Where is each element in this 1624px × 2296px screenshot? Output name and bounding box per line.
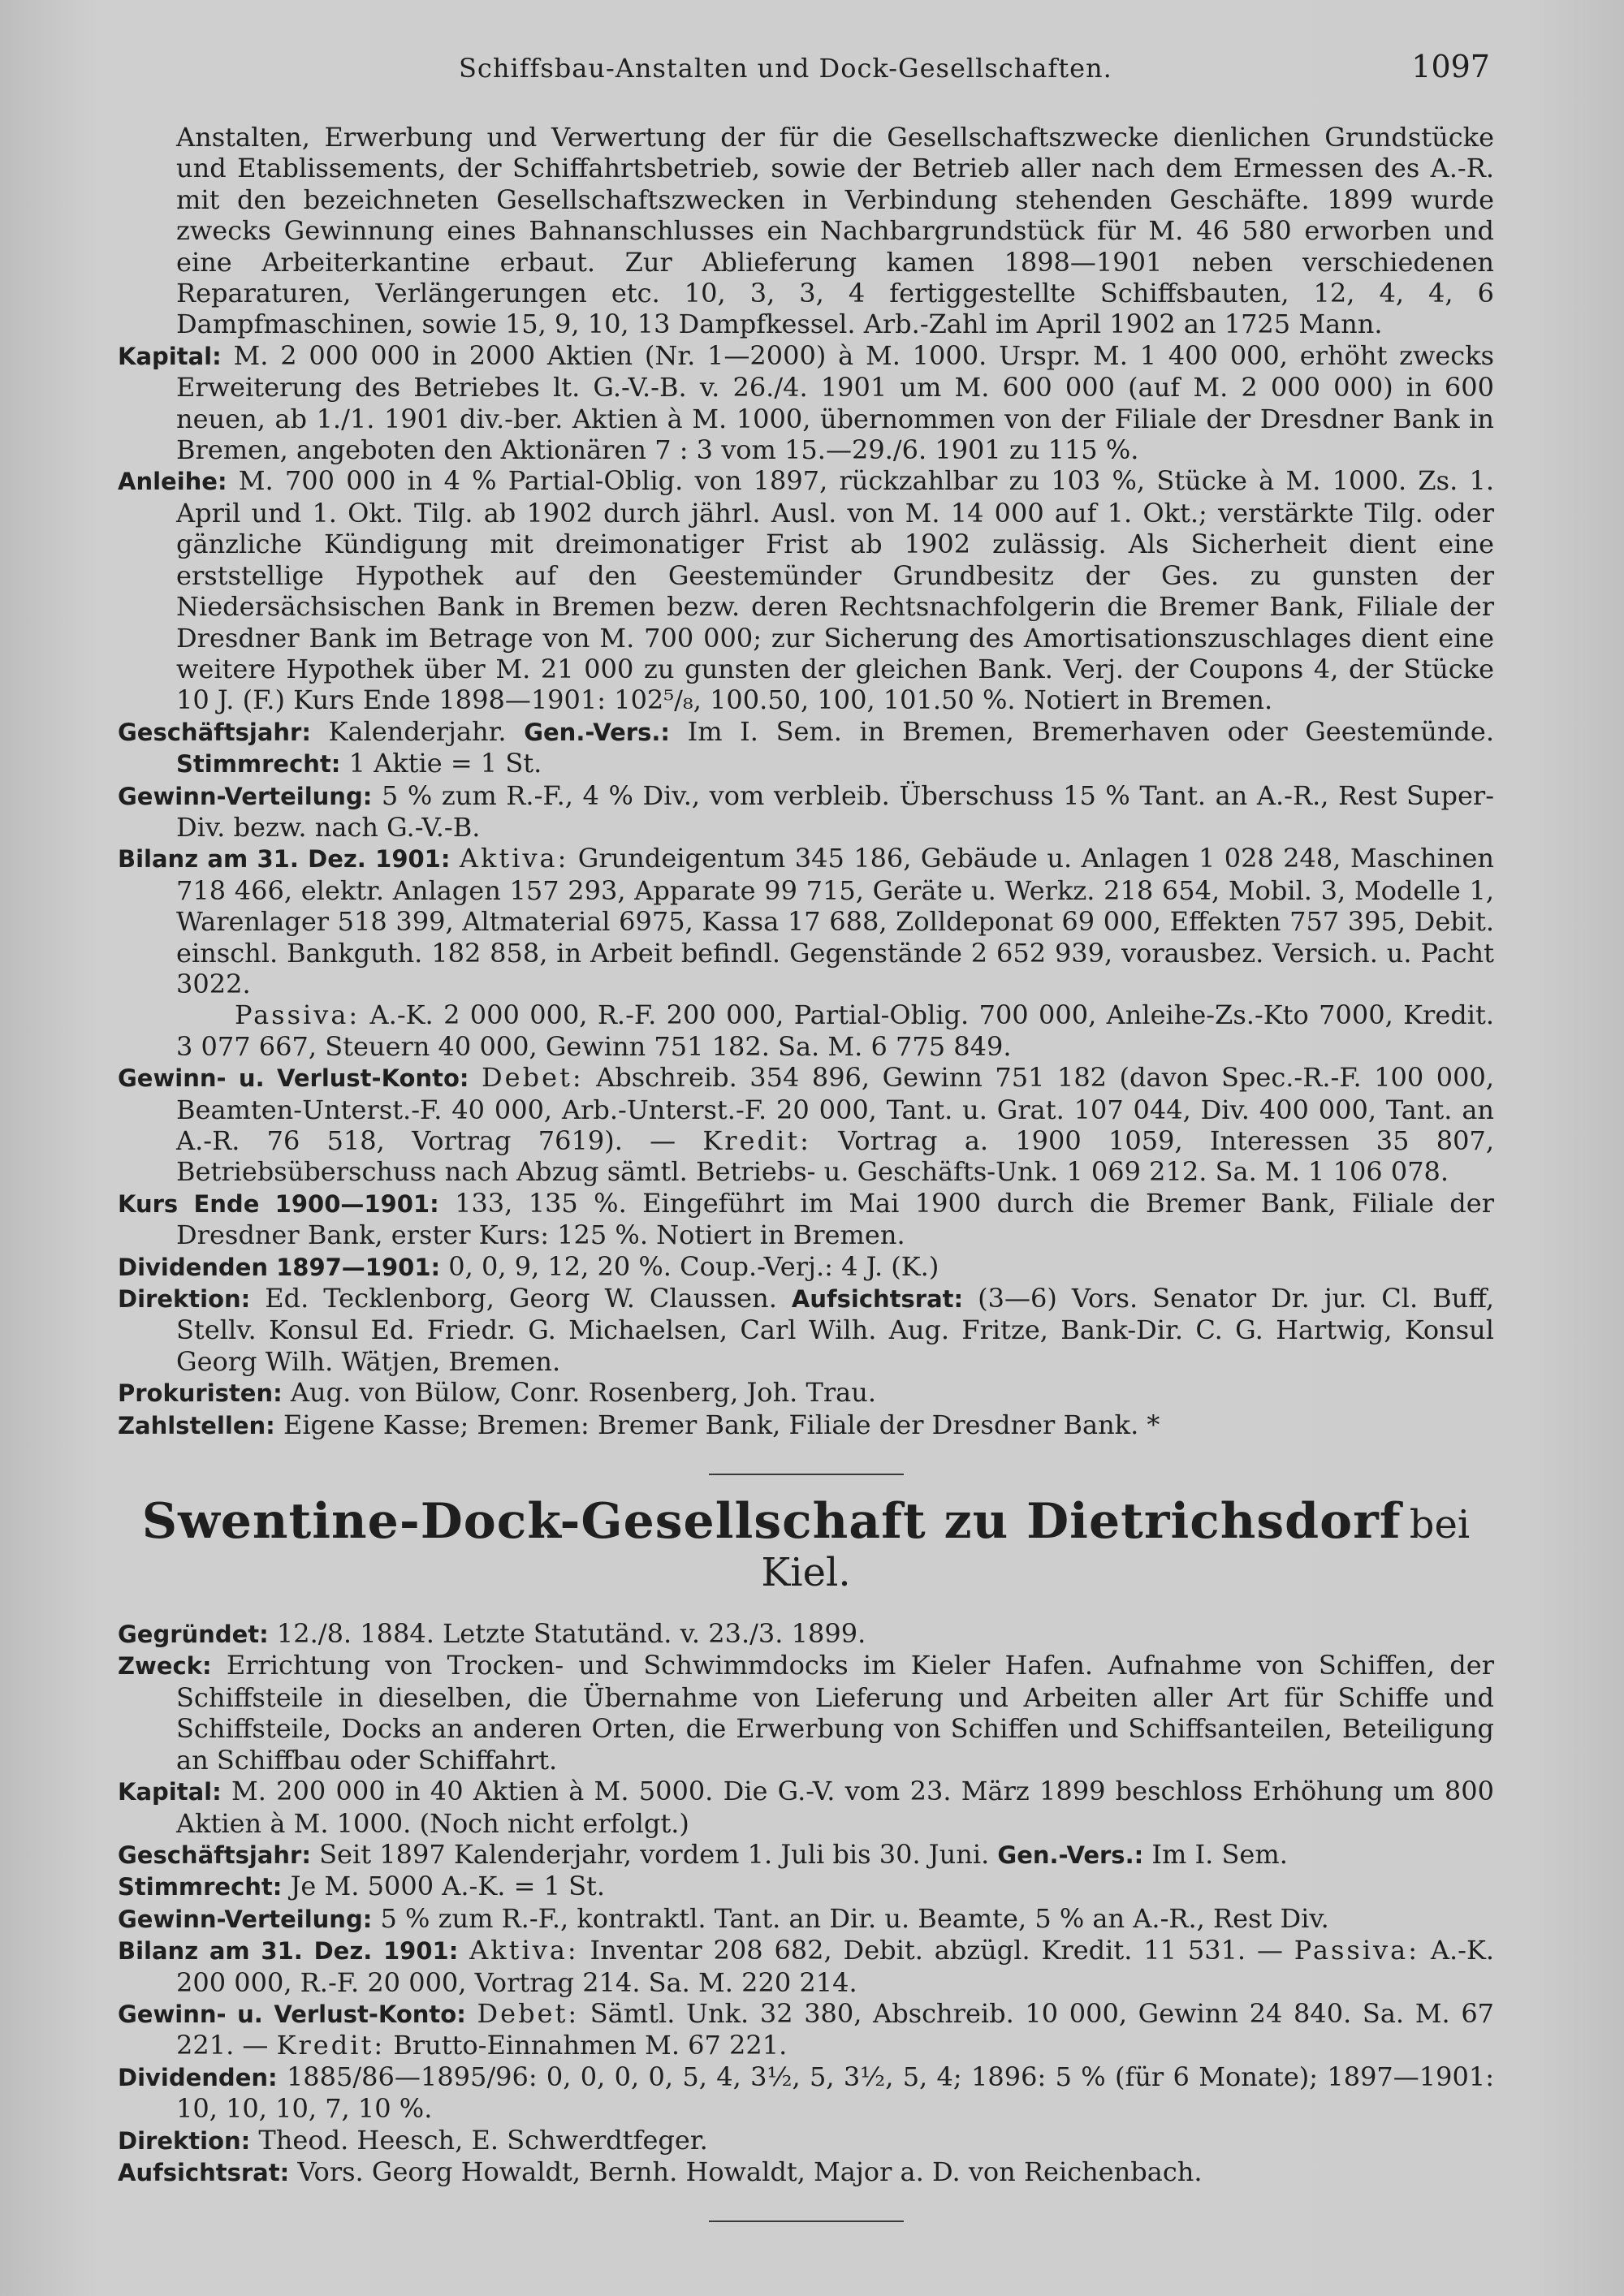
entry2-kapital xyxy=(118,1776,1494,1839)
kapital-label: Kapital: xyxy=(118,342,222,370)
dividenden-text: 0, 0, 9, 12, 20 %. Coup.-Verj.: 4 J. (K.) xyxy=(448,1250,939,1282)
gegruendet-label: Gegründet: xyxy=(118,1621,269,1649)
zahlstellen-text: Eigene Kasse; Bremen: Bremer Bank, Filiale der Dresdner Bank. * xyxy=(283,1409,1160,1440)
entry2-stimmrecht xyxy=(118,1871,1494,1902)
anleihe-label: Anleihe: xyxy=(118,468,227,496)
aktiva-label: Aktiva: xyxy=(469,1935,579,1966)
genvers-text: Im I. Sem. in Bremen, Bremerhaven oder Geestemünde. xyxy=(687,715,1495,747)
genvers-text: Im I. Sem. xyxy=(1151,1838,1288,1870)
direktion-text: Theod. Heesch, E. Schwerdtfeger. xyxy=(258,2124,708,2156)
gewinnverteilung-label: Gewinn-Verteilung: xyxy=(118,1905,373,1933)
entry1-intro: Anstalten, Erwerbung und Verwertung der für die Gesellschaftszwecke dienlichen Grundstücke und Etablissements, der Schiffahrtsbetrieb, sowie der Betrieb aller nach dem Ermessen des A.-R. mit den bezeichneten Gesellschaftszwecken in Verbindung stehenden Geschäfte. 1899 wurde zwecks Gewinnung eines Bahnanschlusses ein Nachbargrundstück für M. 46 580 erworben und eine Arbeiterkantine erbaut. Zur Ablieferung kamen 1898—1901 neben verschiedenen Reparaturen, Verlängerungen etc. 10, 3, 3, 4 fertiggestellte Schiffsbauten, 12, 4, 4, 6 Dampfmaschinen, sowie 15, 9, 10, 13 Dampfkessel. Arb.-Zahl im April 1902 an 1725 Mann. xyxy=(176,122,1494,340)
genvers-label: Gen.-Vers.: xyxy=(524,718,670,746)
kapital-label: Kapital: xyxy=(118,1778,222,1806)
aktiva-text: Grundeigentum 345 186, Gebäude u. Anlagen 1 028 248, Maschinen 718 466, elektr. Anlagen 157 293, Apparate 99 715, Geräte u. Werkz. 218 654, Mobil. 3, Modelle 1, Warenlager 518 399, Altmaterial 6975, Kassa 17 688, Zolldeponat 69 000, Effekten 757 395, Debit. einschl. Bankguth. 182 858, in Arbeit befindl. Gegenstände 2 652 939, vorausbez. Versich. u. Pacht 3022. xyxy=(176,843,1494,999)
geschaeftsjahr-text: Kalenderjahr. xyxy=(328,715,507,747)
guv-label: Gewinn- u. Verlust-Konto: xyxy=(118,1064,469,1093)
aufsichtsrat-text: (3—6) Vors. Senator Dr. jur. Cl. Buff, Stellv. Konsul Ed. Friedr. G. Michaelsen, Carl Wilh. Aug. Fritze, Bank-Dir. C. G. Hartwig, Konsul Georg Wilh. Wätjen, Bremen. xyxy=(176,1283,1495,1377)
geschaeftsjahr-label: Geschäftsjahr: xyxy=(118,1841,311,1869)
entry1-kurs xyxy=(118,1188,1494,1251)
kurs-label: Kurs Ende 1900—1901: xyxy=(118,1189,439,1218)
stimmrecht-label: Stimmrecht: xyxy=(176,750,341,779)
kredit-label: Kredit: xyxy=(276,2030,386,2061)
page-header xyxy=(179,49,1490,89)
entry1-dividenden xyxy=(118,1251,1494,1283)
debet-text: Abschreib. 354 896, Gewinn 751 182 (davon Spec.-R.-F. 100 000, Beamten-Unterst.-F. 40 000, Arb.-Unterst.-F. 20 000, Tant. u. Grat. 107 044, Div. 400 000, Tant. an A.-R. 76 518, Vortrag 7619). — xyxy=(176,1062,1495,1156)
debet-text: Sämtl. Unk. 32 380, Abschreib. 10 000, Gewinn 24 840. Sa. M. 67 221. — xyxy=(176,1997,1495,2061)
entry2-direktion xyxy=(118,2125,1494,2156)
entry1-bilanz xyxy=(118,843,1494,999)
anleihe-text: M. 700 000 in 4 % Partial-Oblig. von 1897, rückzahlbar zu 103 %, Stücke à M. 1000. Zs. 1. April und 1. Okt. Tilg. ab 1902 durch jährl. Ausl. von M. 14 000 auf 1. Okt.; verstärkte Tilg. oder gänzliche Kündigung mit dreimonatiger Frist ab 1902 zulässig. Als Sicherheit dient eine erststellige Hypothek auf den Geestemünder Grundbesitz der Ges. zu gunsten der Niedersächsischen Bank in Bremen bezw. deren Rechtsnachfolgerin die Bremer Bank, Filiale der Dresdner Bank im Betrage von M. 700 000; zur Sicherung des Amortisationszuschlages dient eine weitere Hypothek über M. 21 000 zu gunsten der gleichen Bank. Verj. der Coupons 4, der Stücke 10 J. (F.) Kurs Ende 1898—1901: 102⁵/₈, 100.50, 100, 101.50 %. Notiert in Bremen. xyxy=(176,465,1495,716)
prokuristen-label: Prokuristen: xyxy=(118,1379,283,1408)
gewinnverteilung-text: 5 % zum R.-F., kontraktl. Tant. an Dir. u. Beamte, 5 % an A.-R., Rest Div. xyxy=(380,1902,1329,1934)
entry1-gewinnverteilung xyxy=(118,780,1494,844)
passiva-label: Passiva: xyxy=(235,999,361,1031)
guv-label: Gewinn- u. Verlust-Konto: xyxy=(118,2000,466,2028)
entry2-aufsichtsrat xyxy=(118,2156,1494,2188)
debet-label: Debet: xyxy=(481,1062,584,1094)
gewinnverteilung-label: Gewinn-Verteilung: xyxy=(118,782,373,810)
geschaeftsjahr-text: Seit 1897 Kalenderjahr, vordem 1. Juli bis 30. Juni. xyxy=(319,1838,990,1870)
company-heading xyxy=(118,1493,1494,1595)
entry2-bilanz xyxy=(118,1935,1494,1998)
kredit-text: Brutto-Einnahmen M. 67 221. xyxy=(393,2030,788,2061)
entry2-zweck xyxy=(118,1650,1494,1776)
stimmrecht-text: 1 Aktie = 1 St. xyxy=(348,748,542,779)
entry2-gegruendet xyxy=(118,1618,1494,1650)
zweck-text: Errichtung von Trocken- und Schwimmdocks im Kieler Hafen. Aufnahme von Schiffen, der Schiffsteile in dieselben, die Übernahme von Lieferung und Arbeiten aller Art für Schiffe und Schiffsteile, Docks an anderen Orten, die Erwerbung von Schiffen und Schiffsanteilen, Beteiligung an Schiffbau oder Schiffahrt. xyxy=(176,1650,1495,1776)
kapital-text: M. 2 000 000 in 2000 Aktien (Nr. 1—2000) à M. 1000. Urspr. M. 1 400 000, erhöht zwecks Erweiterung des Betriebes lt. G.-V.-B. v. 26./4. 1901 um M. 600 000 (auf M. 2 000 000) in 600 neuen, ab 1./1. 1901 div.-ber. Aktien à M. 1000, übernommen von der Filiale der Dresdner Bank in Bremen, angeboten den Aktionären 7 : 3 vom 15.—29./6. 1901 zu 115 %. xyxy=(176,339,1495,466)
entry1-prokuristen xyxy=(118,1377,1494,1409)
genvers-label: Gen.-Vers.: xyxy=(997,1841,1144,1869)
entry1-direktion xyxy=(118,1283,1494,1377)
prokuristen-text: Aug. von Bülow, Conr. Rosenberg, Joh. Trau. xyxy=(290,1377,877,1409)
gegruendet-text: 12./8. 1884. Letzte Statutänd. v. 23./3. 1899. xyxy=(276,1618,866,1650)
debet-label: Debet: xyxy=(477,1997,580,2029)
company-name: Swentine-Dock-Gesellschaft zu Dietrichsdorf xyxy=(141,1493,1402,1551)
bilanz-label: Bilanz am 31. Dez. 1901: xyxy=(118,845,451,874)
passiva-text: A.-K. 200 000, R.-F. 20 000, Vortrag 214. Sa. M. 220 214. xyxy=(176,1935,1495,1998)
entry1-passiva xyxy=(118,999,1494,1062)
entry2-gewinnverteilung xyxy=(118,1903,1494,1935)
zweck-label: Zweck: xyxy=(118,1652,212,1681)
zahlstellen-label: Zahlstellen: xyxy=(118,1411,275,1439)
bilanz-label: Bilanz am 31. Dez. 1901: xyxy=(118,1937,459,1966)
geschaeftsjahr-label: Geschäftsjahr: xyxy=(118,718,311,746)
aktiva-label: Aktiva: xyxy=(459,843,569,874)
aufsichtsrat-label: Aufsichtsrat: xyxy=(791,1285,964,1314)
dividenden-label: Dividenden: xyxy=(118,2063,278,2091)
direktion-label: Direktion: xyxy=(118,1285,251,1314)
entry2-guv xyxy=(118,1998,1494,2061)
direktion-label: Direktion: xyxy=(118,2126,251,2155)
entry1-kapital xyxy=(118,340,1494,466)
entry2-geschaeftsjahr xyxy=(118,1839,1494,1871)
aktiva-text: Inventar 208 682, Debit. abzügl. Kredit. 11 531. — xyxy=(590,1935,1283,1966)
page-number: 1097 xyxy=(1411,49,1490,84)
section-divider-bottom xyxy=(709,2220,904,2222)
kredit-text: Vortrag a. 1900 1059, Interessen 35 807, Betriebsüberschuss nach Abzug sämtl. Betriebs- u. Geschäfts-Unk. 1 069 212. Sa. M. 1 106 078. xyxy=(176,1125,1495,1188)
aufsichtsrat-text: Vors. Georg Howaldt, Bernh. Howaldt, Major a. D. von Reichenbach. xyxy=(297,2156,1203,2187)
stimmrecht-label: Stimmrecht: xyxy=(118,1873,283,1901)
section-divider xyxy=(709,1474,904,1475)
page-content xyxy=(118,122,1494,2240)
entry2-dividenden xyxy=(118,2061,1494,2125)
kurs-text: 133, 135 %. Eingeführt im Mai 1900 durch die Bremer Bank, Filiale der Dresdner Bank, erster Kurs: 125 %. Notiert in Bremen. xyxy=(176,1187,1495,1251)
gewinnverteilung-text: 5 % zum R.-F., 4 % Div., vom verbleib. Überschuss 15 % Tant. an A.-R., Rest Super-Div. bezw. nach G.-V.-B. xyxy=(176,779,1495,843)
passiva-text: A.-K. 2 000 000, R.-F. 200 000, Partial-Oblig. 700 000, Anleihe-Zs.-Kto 7000, Kredit. 3 077 667, Steuern 40 000, Gewinn 751 182. Sa. M. 6 775 849. xyxy=(176,999,1495,1062)
entry1-anleihe xyxy=(118,465,1494,715)
passiva-label: Passiva: xyxy=(1294,1935,1419,1966)
kapital-text: M. 200 000 in 40 Aktien à M. 5000. Die G.-V. vom 23. März 1899 beschloss Erhöhung um 800 Aktien à M. 1000. (Noch nicht erfolgt.) xyxy=(176,1776,1495,1839)
kredit-label: Kredit: xyxy=(702,1125,811,1156)
stimmrecht-text: Je M. 5000 A.-K. = 1 St. xyxy=(290,1871,606,1902)
dividenden-text: 1885/86—1895/96: 0, 0, 0, 0, 5, 4, 3½, 5, 3½, 5, 4; 1896: 5 % (für 6 Monate); 1897—1901: 10, 10, 10, 7, 10 %. xyxy=(176,2061,1494,2125)
running-title: Schiffsbau-Anstalten und Dock-Gesellschaften. xyxy=(459,53,1112,84)
entry1-guv xyxy=(118,1062,1494,1188)
direktion-text: Ed. Tecklenborg, Georg W. Claussen. xyxy=(265,1283,777,1314)
entry1-geschaeftsjahr xyxy=(118,716,1494,780)
dividenden-label: Dividenden 1897—1901: xyxy=(118,1253,441,1281)
company-location: bei Kiel. xyxy=(761,1502,1471,1596)
entry1-zahlstellen xyxy=(118,1409,1494,1441)
aufsichtsrat-label: Aufsichtsrat: xyxy=(118,2158,290,2186)
